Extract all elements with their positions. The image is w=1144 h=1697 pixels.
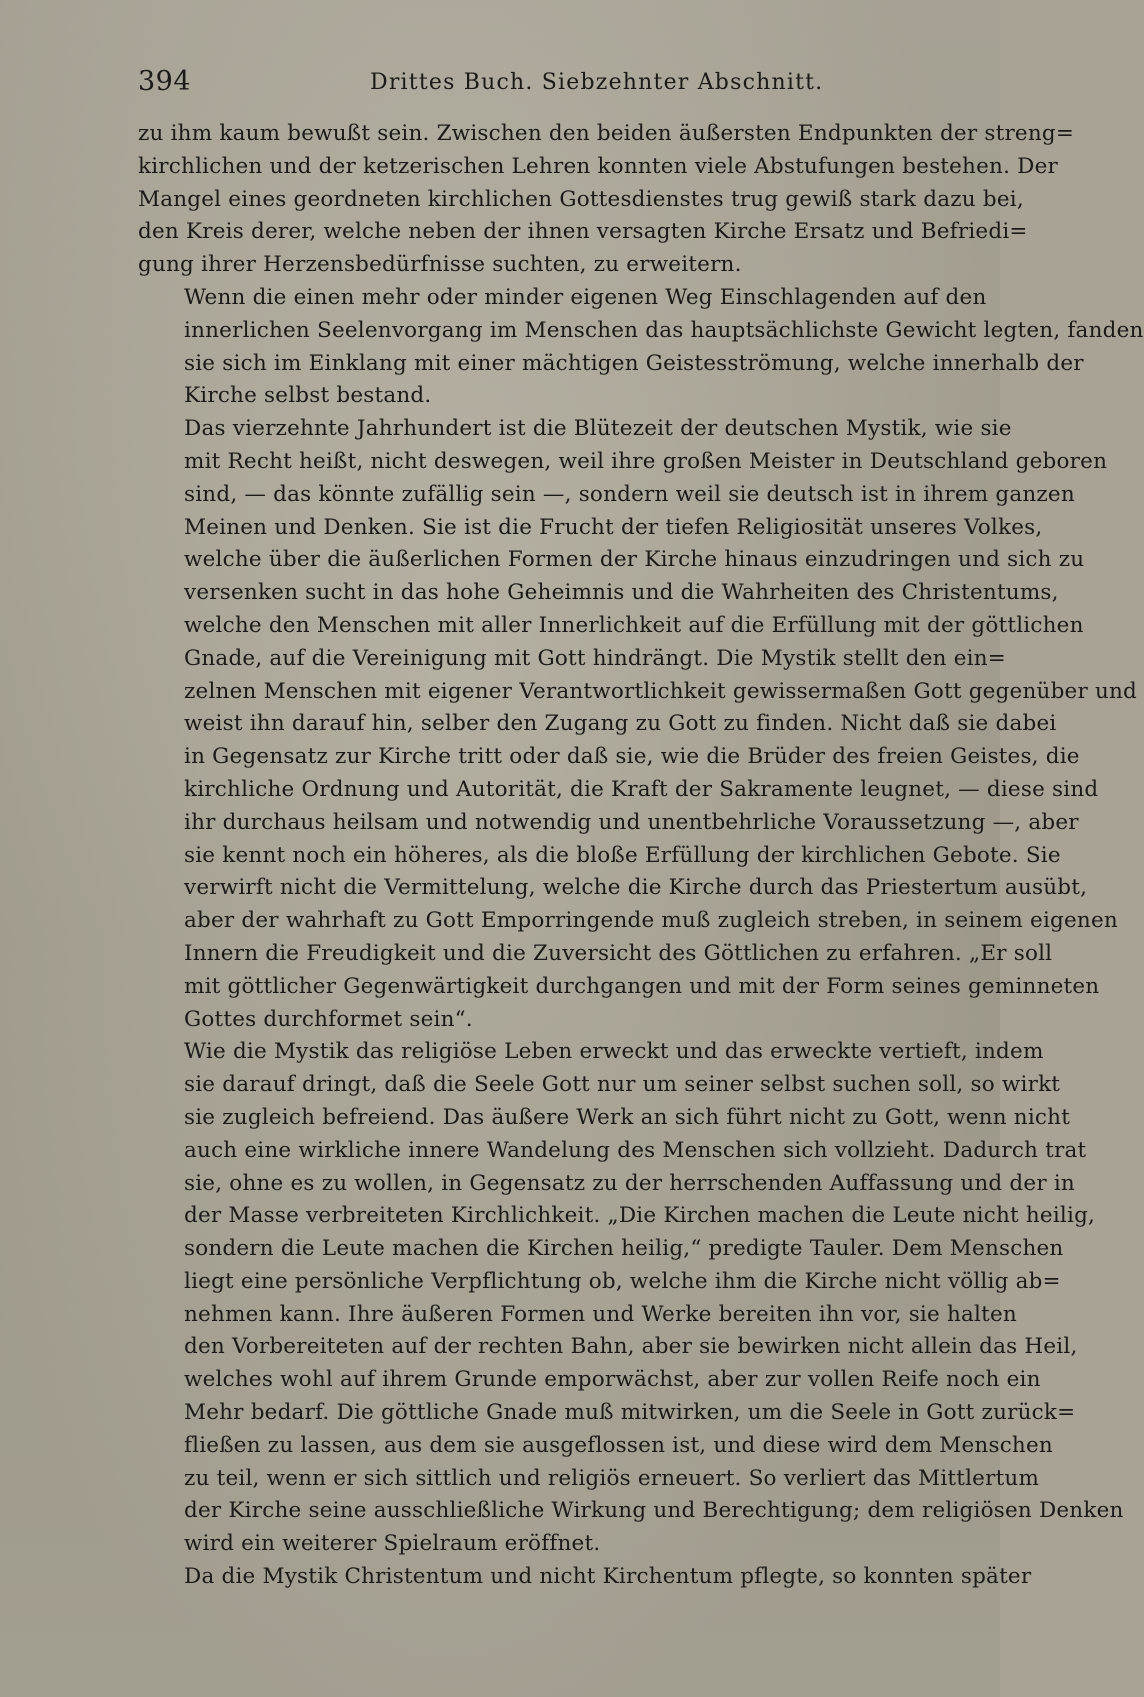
text-line: Kirche selbst bestand. (184, 383, 432, 409)
text-line: Das vierzehnte Jahrhundert ist die Blütezeit der deutschen Mystik, wie sie (184, 416, 1012, 442)
text-line: sie kennt noch ein höheres, als die bloße Erfüllung der kirchlichen Gebote. Sie (184, 842, 1061, 868)
text-line: mit göttlicher Gegenwärtigkeit durchgangen und mit der Form seines geminneten (184, 973, 1100, 999)
text-line: Meinen und Denken. Sie ist die Frucht der tiefen Religiosität unseres Volkes, (184, 514, 1043, 540)
text-line: sie sich im Einklang mit einer mächtigen Geistesströmung, welche innerhalb der (184, 350, 1084, 376)
text-line: der Masse verbreiteten Kirchlichkeit. „Die Kirchen machen die Leute nicht heilig, (184, 1203, 1096, 1229)
text-line: nehmen kann. Ihre äußeren Formen und Werke bereiten ihn vor, sie halten (184, 1301, 1017, 1327)
text-line: sind, — das könnte zufällig sein —, sondern weil sie deutsch ist in ihrem ganzen (184, 481, 1075, 507)
text-line: sondern die Leute machen die Kirchen heilig,“ predigte Tauler. Dem Menschen (184, 1236, 1064, 1262)
paragraph-5 (138, 1561, 1032, 1594)
paragraph-3 (138, 413, 1138, 1036)
text-line: weist ihn darauf hin, selber den Zugang zu Gott zu finden. Nicht daß sie dabei (184, 711, 1057, 737)
text-line: Gnade, auf die Vereinigung mit Gott hindrängt. Die Mystik stellt den ein= (184, 645, 1006, 671)
text-line: in Gegensatz zur Kirche tritt oder daß sie, wie die Brüder des freien Geistes, die (184, 744, 1080, 770)
text-line: Mangel eines geordneten kirchlichen Gottesdienstes trug gewiß stark dazu bei, (138, 186, 1024, 212)
text-line: den Vorbereiteten auf der rechten Bahn, aber sie bewirken nicht allein das Heil, (184, 1334, 1078, 1360)
page-header (138, 66, 958, 106)
text-line: aber der wahrhaft zu Gott Emporringende muß zugleich streben, in seinem eigenen (184, 908, 1118, 934)
text-line: kirchliche Ordnung und Autorität, die Kraft der Sakramente leugnet, — diese sind (184, 776, 1099, 802)
text-line: welche über die äußerlichen Formen der Kirche hinaus einzudringen und sich zu (184, 547, 1085, 573)
text-line: zelnen Menschen mit eigener Verantwortlichkeit gewissermaßen Gott gegenüber und (184, 678, 1138, 704)
text-line: versenken sucht in das hohe Geheimnis und die Wahrheiten des Christentums, (184, 580, 1059, 606)
paragraph-4 (138, 1036, 1124, 1561)
text-line: auch eine wirkliche innere Wandelung des Menschen sich vollzieht. Dadurch trat (184, 1137, 1087, 1163)
text-line: welche den Menschen mit aller Innerlichkeit auf die Erfüllung mit der göttlichen (184, 612, 1084, 638)
text-line: welches wohl auf ihrem Grunde emporwächst, aber zur vollen Reife noch ein (184, 1367, 1041, 1393)
text-line: Mehr bedarf. Die göttliche Gnade muß mitwirken, um die Seele in Gott zurück= (184, 1400, 1076, 1426)
text-line: Wenn die einen mehr oder minder eigenen Weg Einschlagenden auf den (184, 284, 987, 310)
text-line: der Kirche seine ausschließliche Wirkung und Berechtigung; dem religiösen Denken (184, 1498, 1124, 1524)
text-line: Wie die Mystik das religiöse Leben erweckt und das erweckte vertieft, indem (184, 1039, 1044, 1065)
text-line: zu teil, wenn er sich sittlich und religiös erneuert. So verliert das Mittlertum (184, 1465, 1040, 1491)
text-line: sie zugleich befreiend. Das äußere Werk an sich führt nicht zu Gott, wenn nicht (184, 1104, 1071, 1130)
text-line: sie darauf dringt, daß die Seele Gott nur um seiner selbst suchen soll, so wirkt (184, 1072, 1061, 1098)
text-line: ihr durchaus heilsam und notwendig und unentbehrliche Voraussetzung —, aber (184, 809, 1079, 835)
text-line: fließen zu lassen, aus dem sie ausgeflossen ist, und diese wird dem Menschen (184, 1432, 1053, 1458)
text-line: kirchlichen und der ketzerischen Lehren konnten viele Abstufungen bestehen. Der (138, 153, 1058, 179)
text-line: verwirft nicht die Vermittelung, welche die Kirche durch das Priestertum ausübt, (184, 875, 1088, 901)
text-line: Innern die Freudigkeit und die Zuversicht des Göttlichen zu erfahren. „Er soll (184, 940, 1053, 966)
text-line: mit Recht heißt, nicht deswegen, weil ihre großen Meister in Deutschland geboren (184, 448, 1108, 474)
text-line: den Kreis derer, welche neben der ihnen versagten Kirche Ersatz und Befriedi= (138, 219, 1028, 245)
text-line: wird ein weiterer Spielraum eröffnet. (184, 1531, 601, 1557)
text-line: Gottes durchformet sein“. (184, 1006, 473, 1032)
paragraph-2 (138, 282, 1144, 413)
running-title: Drittes Buch. Siebzehnter Abschnitt. (370, 70, 824, 95)
text-line: liegt eine persönliche Verpflichtung ob, welche ihm die Kirche nicht völlig ab= (184, 1268, 1061, 1294)
paragraph-1 (138, 118, 1075, 282)
text-line: gung ihrer Herzensbedürfnisse suchten, zu erweitern. (138, 252, 742, 278)
text-line: zu ihm kaum bewußt sein. Zwischen den beiden äußersten Endpunkten der streng= (138, 121, 1075, 146)
page-body (138, 118, 1144, 1594)
page-number: 394 (138, 66, 192, 97)
text-line: sie, ohne es zu wollen, in Gegensatz zu der herrschenden Auffassung und der in (184, 1170, 1075, 1196)
text-line: Da die Mystik Christentum und nicht Kirchentum pflegte, so konnten später (184, 1564, 1032, 1590)
text-line: innerlichen Seelenvorgang im Menschen das hauptsächlichste Gewicht legten, fanden (184, 317, 1144, 343)
